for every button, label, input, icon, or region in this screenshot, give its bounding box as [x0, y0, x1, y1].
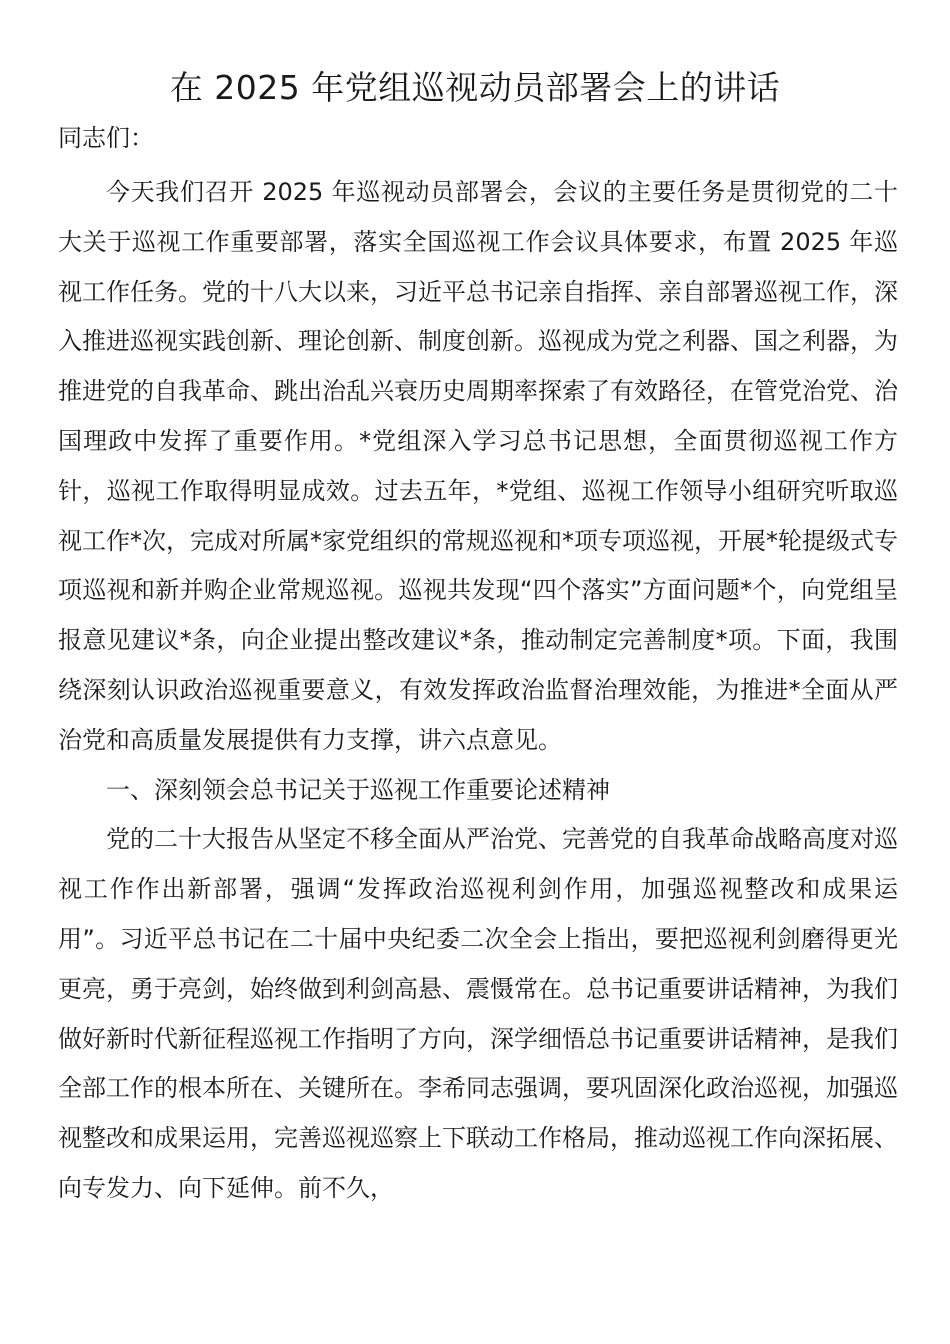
intro-paragraph: 今天我们召开 2025 年巡视动员部署会，会议的主要任务是贯彻党的二十大关于巡视工作重要部署，落实全国巡视工作会议具体要求，布置 2025 年巡视工作任务。党的十八大以来，习近平总书记亲自指挥、亲自部署巡视工作，深入推进巡视实践创新、理论创新、制度创新。巡视成为党之利器、国之利器，为推进党的自我革命、跳出治乱兴衰历史周期率探索了有效路径，在管党治党、治国理政中发挥了重要作用。*党组深入学习总书记思想，全面贯彻巡视工作方针，巡视工作取得明显成效。过去五年，*党组、巡视工作领导小组研究听取巡视工作*次，完成对所属*家党组织的常规巡视和*项专项巡视，开展*轮提级式专项巡视和新并购企业常规巡视。巡视共发现“四个落实”方面问题*个，向党组呈报意见建议*条，向企业提出整改建议*条，推动制定完善制度*项。下面，我围绕深刻认识政治巡视重要意义，有效发挥政治监督治理效能，为推进*全面从严治党和高质量发展提供有力支撑，讲六点意见。 [58, 178, 898, 754]
document-body [58, 168, 898, 1214]
section-heading: 一、深刻领会总书记关于巡视工作重要论述精神 [106, 775, 610, 804]
section-paragraph: 党的二十大报告从坚定不移全面从严治党、完善党的自我革命战略高度对巡视工作作出新部署，强调“发挥政治巡视利剑作用，加强巡视整改和成果运用”。习近平总书记在二十届中央纪委二次全会上指出，要把巡视利剑磨得更光更亮，勇于亮剑，始终做到利剑高悬、震慑常在。总书记重要讲话精神，为我们做好新时代新征程巡视工作指明了方向，深学细悟总书记重要讲话精神，是我们全部工作的根本所在、关键所在。李希同志强调，要巩固深化政治巡视，加强巡视整改和成果运用，完善巡视巡察上下联动工作格局，推动巡视工作向深拓展、向专发力、向下延伸。前不久， [58, 825, 898, 1202]
salutation: 同志们： [58, 124, 154, 152]
document-title: 在 2025 年党组巡视动员部署会上的讲话 [169, 68, 781, 107]
